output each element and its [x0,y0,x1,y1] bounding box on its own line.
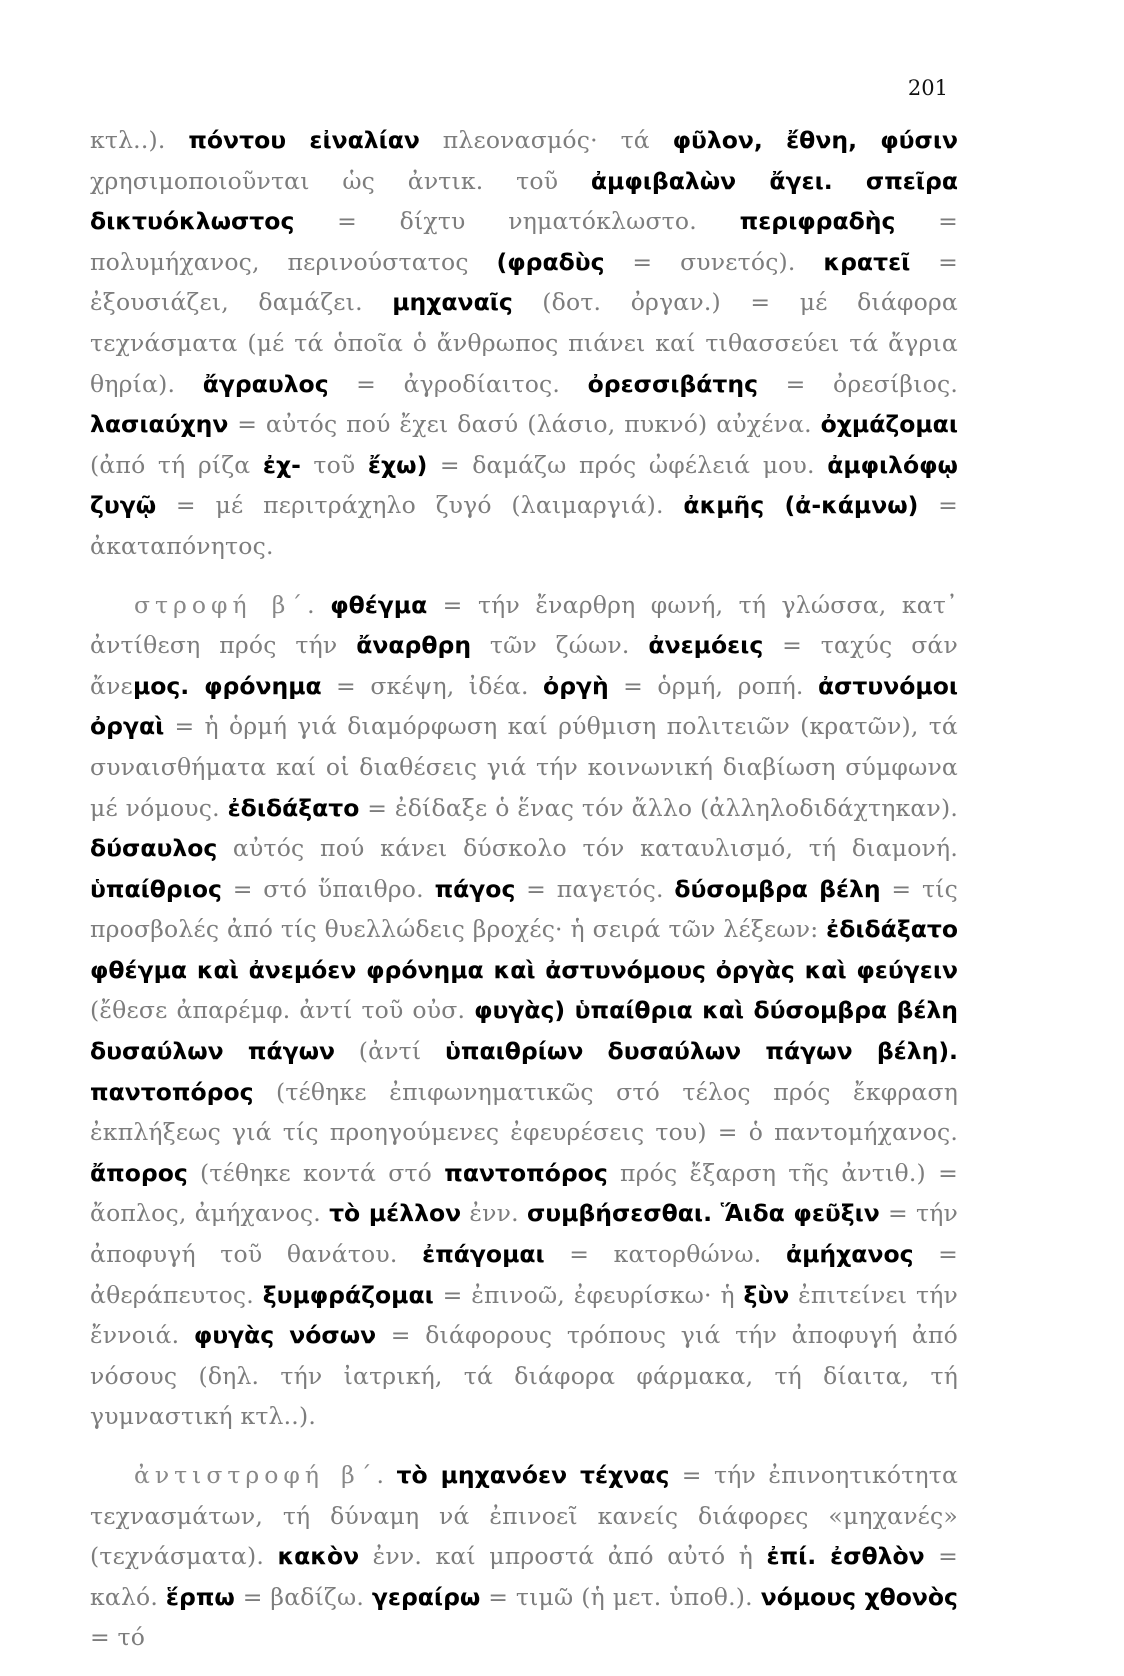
lemma-term: πάγος [434,874,516,903]
lemma-term: δύσαυλος [90,834,218,863]
lemma-term: ὑπαίθριος [90,874,222,903]
lemma-term: μηχαναῖς [392,288,513,317]
gloss-text: . [307,590,331,619]
lemma-term: λασιαύχην [90,410,229,439]
gloss-text: = δαμάζω πρός ὠφέλειά μου. [427,450,828,479]
gloss-text: = διάφορους τρόπους γιά τήν ἀποφυγή ἀπό νόσους (δηλ. τήν ἰατρική, τά διάφορα φάρμακα, τή δίαιτα, τή γυμναστική κτλ..). [90,1321,958,1431]
gloss-text: (δοτ. ὀργαν.) = μέ διάφορα τεχνάσματα (μέ τά ὁποῖα ὁ ἄνθρωπος πιάνει καί τιθασσεύει τά ἄγρια θηρία). [90,288,958,398]
gloss-text: = πολυμήχανος, περινούστατος [90,207,959,276]
gloss-text: = τήν ἔναρθρη φωνή, τή γλώσσα, κατ᾽ ἀντίθεση πρός τήν [90,590,958,660]
gloss-text: = δίχτυ νηματόκλωστο. [294,207,740,236]
gloss-text: = τό [90,1623,146,1652]
gloss-text: = σκέψη, ἰδέα. [321,671,544,700]
gloss-text: = τήν ἀποφυγή τοῦ θανάτου. [90,1199,958,1269]
lemma-term: ξὺν [743,1280,790,1309]
gloss-text: = συνετός). [604,247,824,276]
lemma-term: ἀμφιλόφῳ ζυγῷ [90,450,958,520]
gloss-text: (τέθηκε κοντά στό [187,1158,445,1187]
gloss-text: πρός ἔξαρση τῆς ἀντιθ.) = ἄοπλος, ἀμήχανος. [90,1158,958,1228]
gloss-text: = καλό. [90,1542,959,1611]
gloss-text: = ἀθεράπευτος. [90,1240,958,1309]
lemma-term: περιφραδὴς [739,207,896,236]
lemma-term: (φραδὺς [496,247,605,276]
lemma-term: ὀργὴ [543,671,609,700]
gloss-text: = ὀρεσίβιος. [758,369,958,398]
lemma-term: ἄγραυλος [202,369,329,398]
lemma-term: ἀμφιβαλὼν ἄγει. σπεῖρα δικτυόκλωστος [90,166,958,236]
page-number: 201 [907,76,948,100]
lemma-term: ἐπί. ἐσθλὸν [766,1542,925,1571]
gloss-text: αὐτός πού κάνει δύσκολο τόν καταυλισμό, τή διαμονή. [217,834,958,863]
lemma-term: συμβήσεσθαι. Ἅιδα φεῦξιν [526,1199,880,1228]
lemma-term: ξυμφράζομαι [262,1280,434,1309]
lemma-term: ἔχω) [367,450,428,479]
lemma-term: φυγὰς νόσων [193,1321,377,1350]
gloss-text: = ὁρμή, ροπή. [608,671,818,700]
lemma-term: ὀρεσσιβάτης [587,369,759,398]
lemma-term: πόντου εἰναλίαν [188,126,420,154]
section-heading: στροφή β΄ [134,590,308,619]
lemma-term: φῦλον, ἔθνη, φύσιν [672,126,958,154]
gloss-text: = μέ περιτράχηλο ζυγό (λαιμαργιά). [156,491,684,520]
gloss-text: = τήν ἐπινοητικότητα τεχνασμάτων, τή δύναμη νά ἐπινοεῖ κανείς διάφορες «μηχανές» (τεχνάσματα). [90,1461,959,1571]
gloss-text: ἐνν. [461,1199,527,1228]
paragraph-antistrophe-b [90,1455,958,1658]
gloss-text: ἐπιτείνει τήν ἔννοιά. [90,1280,958,1350]
gloss-text: = ἐπινοῶ, ἐφευρίσκω· ἡ [433,1280,744,1309]
lemma-term: ἀνεμόεις [648,631,764,660]
gloss-text: = τιμῶ (ἡ μετ. ὑποθ.). [480,1582,761,1611]
lemma-term: φυγὰς) ὑπαίθρια καὶ δύσομβρα βέλη δυσαύλων πάγων [90,996,958,1066]
lemma-term: κακὸν [277,1542,360,1571]
lemma-term: παντοπόρος [444,1158,608,1187]
gloss-text: . [376,1461,397,1489]
lemma-term: ἄναρθρη [356,631,472,660]
lemma-term: γεραίρω [371,1582,481,1611]
lemma-term: ὀχμάζομαι [820,410,958,439]
paragraph-strophe-b [90,585,958,1437]
lemma-term: μος. φρόνημα [132,671,322,700]
gloss-text: πλεονασμός· τά [419,126,673,154]
gloss-text: = ἐδίδαξε ὁ ἕνας τόν ἄλλο (ἀλληλοδιδάχτηκαν). [359,793,958,822]
lemma-term: δύσομβρα βέλη [674,874,881,903]
lemma-term: ἐδιδάξατο φθέγμα καὶ ἀνεμόεν φρόνημα καὶ ἀστυνόμους ὀργὰς καὶ φεύγειν [90,915,958,984]
gloss-text: (ἀπό τή ρίζα [90,450,263,479]
gloss-text: = ταχύς σάν ἄνε [90,631,958,700]
lemma-term: ἐπάγομαι [422,1240,545,1269]
gloss-text: = στό ὕπαιθρο. [221,874,435,903]
gloss-text: = βαδίζω. [234,1582,372,1611]
section-heading: ἀντιστροφή β΄ [134,1461,377,1489]
gloss-text: = τίς προσβολές ἀπό τίς θυελλώδεις βροχές· ἡ σειρά τῶν λέξεων: [90,874,958,944]
commentary-text [90,120,958,1676]
gloss-text: = ἐξουσιάζει, δαμάζει. [90,247,959,317]
gloss-text: (ἀντί [335,1037,446,1066]
gloss-text: = παγετός. [515,874,675,903]
lemma-term: κρατεῖ [823,247,911,276]
lemma-term: ἀστυνόμοι ὀργαὶ [90,671,958,741]
lemma-term: ὑπαιθρίων δυσαύλων πάγων βέλη). παντοπόρος [90,1037,958,1106]
gloss-text: (τέθηκε ἐπιφωνηματικῶς στό τέλος πρός ἔκφραση ἐκπλήξεως γιά τίς προηγούμενες ἐφευρέσεις του) = ὁ παντομήχανος. [90,1077,958,1147]
lemma-term: ἕρπω [165,1582,235,1611]
gloss-text: κτλ..). [90,126,189,154]
gloss-text: τοῦ [300,450,368,479]
gloss-text: ἐνν. καί μπροστά ἀπό αὐτό ἡ [359,1542,767,1571]
lemma-term: τὸ μέλλον [329,1199,462,1228]
lemma-term: ἐχ- [262,450,301,479]
gloss-text: = κατορθώνω. [544,1240,786,1269]
lemma-term: ἐδιδάξατο [227,793,360,822]
lemma-term: ἄπορος [90,1158,188,1187]
lemma-term: φθέγμα [330,590,428,619]
lemma-term: νόμους χθονὸς [760,1582,958,1611]
gloss-text: = ἀκαταπόνητος. [90,491,958,560]
lemma-term: τὸ μηχανόεν τέχνας [396,1461,670,1489]
gloss-text: χρησιμοποιοῦνται ὡς ἀντικ. τοῦ [90,166,591,195]
gloss-text: = ἀγροδίαιτος. [328,369,588,398]
lemma-term: ἀκμῆς (ἀ-κάμνω) [683,491,919,520]
gloss-text: (ἔθεσε ἀπαρέμφ. ἀντί τοῦ οὐσ. [90,996,475,1025]
gloss-text: = ἡ ὁρμή γιά διαμόρφωση καί ρύθμιση πολιτειῶν (κρατῶν), τά συναισθήματα καί οἱ διαθέσεις γιά τήν κοινωνική διαβίωση σύμφωνα μέ νόμους. [90,712,958,822]
lemma-term: ἀμήχανος [785,1240,914,1269]
gloss-text: = αὐτός πού ἔχει δασύ (λάσιο, πυκνό) αὐχένα. [228,410,821,439]
paragraph-glossary-continued [90,120,958,567]
gloss-text: τῶν ζώων. [471,631,649,660]
